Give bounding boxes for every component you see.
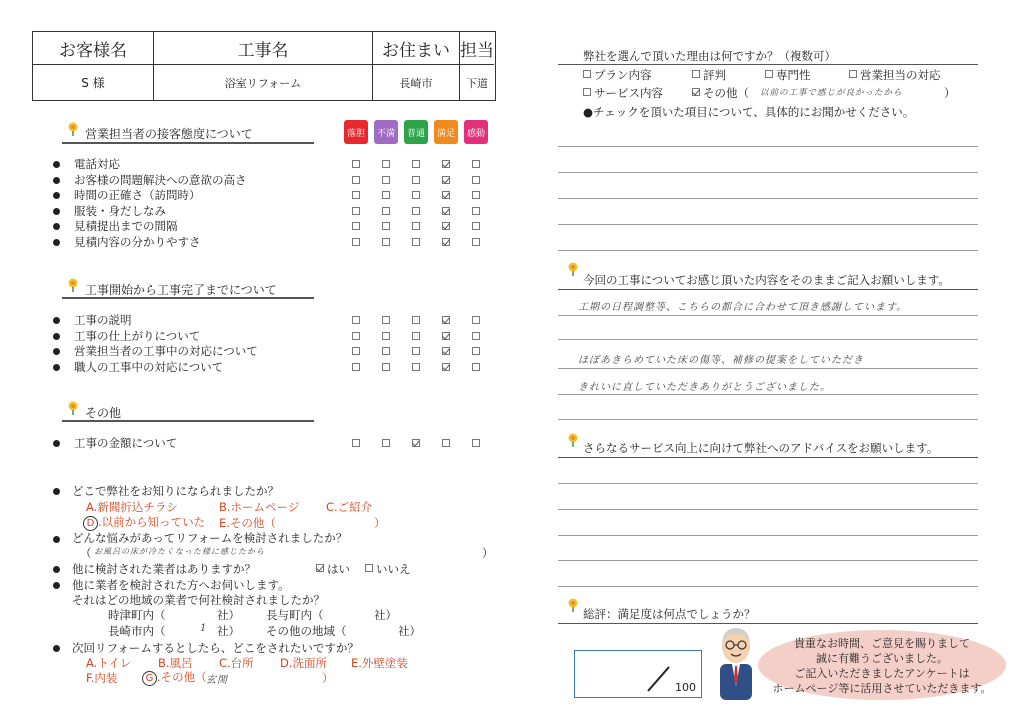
rating-checkbox[interactable] <box>382 207 390 215</box>
question-label: 見積内容の分かりやすさ <box>74 234 201 249</box>
question-label: 営業担当者の工事中の対応について <box>74 344 258 358</box>
rating-header-5: 感動 <box>464 120 488 144</box>
region-nagasaki-count: 1 <box>200 623 208 634</box>
rating-checkbox[interactable] <box>472 222 480 230</box>
reason-other-close: ） <box>944 86 956 100</box>
rating-checkbox[interactable] <box>352 160 360 168</box>
rating-checkbox[interactable] <box>352 347 360 355</box>
opt-other-close: ） <box>374 516 386 530</box>
rating-checkbox[interactable] <box>412 238 420 246</box>
opt-known-before-label: .以前から知っていた <box>98 515 206 529</box>
q-next: 次回リフォームするとしたら、どこをされたいですか？ <box>72 641 359 655</box>
trouble-open: （ <box>80 546 92 560</box>
bullet <box>53 582 60 589</box>
rating-header-3: 普通 <box>404 120 428 144</box>
write-line <box>558 586 978 587</box>
work-name: 浴室リフォーム <box>154 65 373 100</box>
reason-service: サービス内容 <box>594 86 663 100</box>
region-nagayo: 長与町内（ <box>266 608 324 622</box>
rating-header-1: 落胆 <box>344 120 368 144</box>
no-label: いいえ <box>376 562 411 576</box>
thanks-line4: ホームページ等に活用させていただきます。 <box>772 682 992 695</box>
q-other-company: 他に検討された業者はありますか？ <box>72 562 256 576</box>
rating-checkbox[interactable] <box>382 347 390 355</box>
region-nagayo-sha: 社） <box>374 608 397 622</box>
q-trouble: どんな悩みがあってリフォームを検討されましたか？ <box>72 531 348 545</box>
bullet <box>53 440 60 447</box>
rating-checkbox[interactable] <box>382 222 390 230</box>
next-kitchen[interactable]: C.台所 <box>219 656 254 670</box>
rating-checkbox[interactable] <box>442 363 450 371</box>
staff-name: 下道 <box>466 76 488 90</box>
rating-checkbox[interactable] <box>412 363 420 371</box>
region-tokitsu-sha: 社） <box>217 608 240 622</box>
write-line <box>558 315 978 316</box>
rating-checkbox[interactable] <box>382 363 390 371</box>
rating-checkbox[interactable] <box>442 238 450 246</box>
next-exterior[interactable]: E.外壁塗装 <box>351 656 408 670</box>
bullet <box>53 645 60 652</box>
flower-icon <box>566 262 580 276</box>
trouble-close: ） <box>482 546 494 560</box>
customer-name: S 様 <box>33 65 154 100</box>
bullet <box>53 208 60 215</box>
question-label: 工事の説明 <box>74 313 132 327</box>
yes-checkbox[interactable] <box>316 564 324 572</box>
rating-checkbox[interactable] <box>472 347 480 355</box>
rating-checkbox[interactable] <box>442 347 450 355</box>
customer-label: お客様名 <box>33 32 154 65</box>
impression-line3: きれいに直していただきありがとうございました。 <box>578 382 831 393</box>
rating-checkbox[interactable] <box>382 191 390 199</box>
write-line <box>558 509 978 510</box>
rating-checkbox[interactable] <box>382 176 390 184</box>
advice-underline <box>558 457 978 458</box>
question-label: 工事の仕上がりについて <box>74 328 201 343</box>
write-line <box>558 198 978 199</box>
bullet <box>53 536 60 543</box>
section3-underline <box>62 420 314 422</box>
next-washroom[interactable]: D.洗面所 <box>280 656 328 670</box>
rating-checkbox[interactable] <box>442 191 450 199</box>
rating-checkbox[interactable] <box>352 363 360 371</box>
section3-title: その他 <box>85 406 122 420</box>
next-toilet[interactable]: A.トイレ <box>86 656 132 670</box>
next-other-label: .その他（ <box>157 670 207 684</box>
rating-checkbox[interactable] <box>472 191 480 199</box>
bullet <box>53 566 60 573</box>
slash-mark <box>645 665 671 693</box>
opt-homepage[interactable]: B.ホームページ <box>219 500 300 514</box>
bullet <box>53 488 60 495</box>
rating-checkbox[interactable] <box>412 316 420 324</box>
reason-reputation-checkbox[interactable] <box>692 70 700 78</box>
reason-expertise: 専門性 <box>776 68 811 82</box>
impression-line2: ほぼあきらめていた床の傷等、補修の提案をしていただき <box>578 355 864 366</box>
work-label: 工事名 <box>154 32 373 65</box>
question-label: 工事の金額について <box>74 436 178 450</box>
question-label: 見積提出までの間隔 <box>74 219 178 233</box>
bullet <box>53 348 60 355</box>
yes-label: はい <box>327 562 350 576</box>
bullet <box>53 192 60 199</box>
advice-title: さらなるサービス向上に向けて弊社へのアドバイスをお願いします。 <box>583 441 939 455</box>
flower-icon <box>66 278 80 292</box>
write-line <box>558 419 978 420</box>
write-line <box>558 250 978 251</box>
rating-checkbox[interactable] <box>442 439 450 447</box>
bullet <box>53 333 60 340</box>
write-line <box>558 368 978 369</box>
bullet <box>53 177 60 184</box>
rating-checkbox[interactable] <box>442 207 450 215</box>
section2-title: 工事開始から工事完了までについて <box>85 283 277 297</box>
region-tokitsu: 時津町内（ <box>108 608 166 622</box>
reasons-question: 弊社を選んで頂いた理由は何ですか？（複数可） <box>583 49 836 63</box>
rating-checkbox[interactable] <box>382 160 390 168</box>
section2-underline <box>62 297 314 299</box>
score-box[interactable] <box>574 650 702 698</box>
rating-checkbox[interactable] <box>472 363 480 371</box>
selected-circle: D <box>83 516 98 531</box>
q-where: どこで弊社をお知りになられましたか？ <box>72 484 279 498</box>
no-checkbox[interactable] <box>365 564 373 572</box>
rating-checkbox[interactable] <box>442 160 450 168</box>
thanks-message <box>758 636 1006 696</box>
question-label: 時間の正確さ（訪問時） <box>74 188 201 202</box>
opt-other[interactable]: E.その他（ <box>219 516 276 530</box>
question-label: 服装・身だしなみ <box>74 203 166 218</box>
rating-checkbox[interactable] <box>352 238 360 246</box>
flower-icon <box>66 122 80 136</box>
rating-checkbox[interactable] <box>382 316 390 324</box>
reason-plan-checkbox[interactable] <box>583 70 591 78</box>
write-line <box>558 224 978 225</box>
impression-line1: 工期の日程調整等、こちらの都合に合わせて頂き感謝しています。 <box>578 302 908 313</box>
reasons-underline <box>558 64 978 65</box>
write-line <box>558 394 978 395</box>
bullet <box>53 364 60 371</box>
region-nagasaki: 長崎市内（ <box>108 624 166 638</box>
rating-checkbox[interactable] <box>442 176 450 184</box>
question-label: お客様の問題解決への意欲の高さ <box>74 172 247 187</box>
customer-info-table <box>32 31 496 101</box>
address-label: お住まい <box>373 32 460 65</box>
rating-checkbox[interactable] <box>352 332 360 340</box>
reason-plan: プラン内容 <box>594 68 652 82</box>
impression-title: 今回の工事についてお感じ頂いた内容をそのままご記入お願いします。 <box>583 273 950 287</box>
rating-checkbox[interactable] <box>412 439 420 447</box>
impression-underline <box>558 289 978 290</box>
rating-checkbox[interactable] <box>352 207 360 215</box>
rating-checkbox[interactable] <box>472 332 480 340</box>
rating-checkbox[interactable] <box>412 160 420 168</box>
score-max: 100 <box>675 681 696 694</box>
next-interior[interactable]: F.内装 <box>86 671 118 685</box>
next-other[interactable] <box>142 669 207 686</box>
question-label: 職人の工事中の対応について <box>74 359 224 374</box>
reason-other-checkbox[interactable] <box>692 88 700 96</box>
reason-service-checkbox[interactable] <box>583 88 591 96</box>
selected-circle: G <box>142 671 157 686</box>
rating-header-4: 満足 <box>434 120 458 144</box>
reason-expertise-checkbox[interactable] <box>765 70 773 78</box>
reason-other: その他（ <box>703 86 749 100</box>
trouble-answer: お風呂の床が冷たくなった様に感じたから <box>94 547 265 556</box>
rating-checkbox[interactable] <box>472 238 480 246</box>
bullet <box>53 239 60 246</box>
opt-newspaper[interactable]: A.新聞折込チラシ <box>86 500 178 514</box>
q-regions-sub: それはどの地域の業者で何社検討されましたか？ <box>72 593 325 607</box>
rating-checkbox[interactable] <box>382 332 390 340</box>
write-line <box>558 483 978 484</box>
address-value: 長崎市 <box>373 65 460 100</box>
staff-illustration-icon <box>712 624 760 702</box>
thanks-line3: ご記入いただきましたアンケートは <box>794 667 970 680</box>
rating-checkbox[interactable] <box>352 191 360 199</box>
rating-checkbox[interactable] <box>412 222 420 230</box>
opt-known-before[interactable] <box>83 514 205 531</box>
bullet <box>53 223 60 230</box>
region-nagasaki-sha: 社） <box>217 624 240 638</box>
rating-checkbox[interactable] <box>472 176 480 184</box>
section1-underline <box>62 142 314 144</box>
reason-sales-checkbox[interactable] <box>849 70 857 78</box>
rating-checkbox[interactable] <box>442 332 450 340</box>
rating-checkbox[interactable] <box>442 222 450 230</box>
region-other-sha: 社） <box>398 624 421 638</box>
next-other-answer: 玄関 <box>206 675 228 686</box>
opt-referral[interactable]: C.ご紹介 <box>326 500 373 514</box>
rating-checkbox[interactable] <box>412 347 420 355</box>
next-other-close: ） <box>322 671 334 685</box>
write-line <box>558 535 978 536</box>
write-line <box>558 560 978 561</box>
rating-checkbox[interactable] <box>352 222 360 230</box>
rating-checkbox[interactable] <box>382 439 390 447</box>
flower-icon <box>566 598 580 612</box>
question-label: 電話対応 <box>74 157 120 171</box>
q-regions: 他に業者を検討された方へお伺いします。 <box>72 578 290 592</box>
write-line <box>558 339 978 340</box>
thanks-line2: 誠に有難うございました。 <box>816 652 948 665</box>
rating-checkbox[interactable] <box>472 316 480 324</box>
rating-checkbox[interactable] <box>352 316 360 324</box>
bullet <box>53 161 60 168</box>
rating-checkbox[interactable] <box>412 176 420 184</box>
rating-checkbox[interactable] <box>382 238 390 246</box>
rating-checkbox[interactable] <box>472 207 480 215</box>
write-line <box>558 146 978 147</box>
score-underline <box>558 623 978 624</box>
rating-checkbox[interactable] <box>412 332 420 340</box>
staff-label: 担当 <box>460 32 494 65</box>
thanks-line1: 貴重なお時間、ご意見を賜りまして <box>794 637 970 650</box>
score-title: 総評：満足度は何点でしょうか？ <box>583 607 756 621</box>
rating-checkbox[interactable] <box>412 207 420 215</box>
reason-reputation: 評判 <box>703 68 726 82</box>
rating-checkbox[interactable] <box>352 439 360 447</box>
write-line <box>558 172 978 173</box>
rating-checkbox[interactable] <box>472 439 480 447</box>
rating-checkbox[interactable] <box>352 176 360 184</box>
section1-title: 営業担当者の接客態度について <box>85 127 253 141</box>
next-bath[interactable]: B.風呂 <box>158 656 193 670</box>
region-other: その他の地域（ <box>266 624 347 638</box>
reason-sales: 営業担当の対応 <box>860 68 941 82</box>
reasons-note: ●チェックを頂いた項目について、具体的にお聞かせください。 <box>583 105 915 119</box>
flower-icon <box>66 401 80 415</box>
rating-header-2: 不満 <box>374 120 398 144</box>
rating-checkbox[interactable] <box>472 160 480 168</box>
rating-checkbox[interactable] <box>442 316 450 324</box>
bullet <box>53 317 60 324</box>
reason-other-answer: 以前の工事で感じが良かったから <box>760 88 903 98</box>
rating-checkbox[interactable] <box>412 191 420 199</box>
flower-icon <box>566 433 580 447</box>
